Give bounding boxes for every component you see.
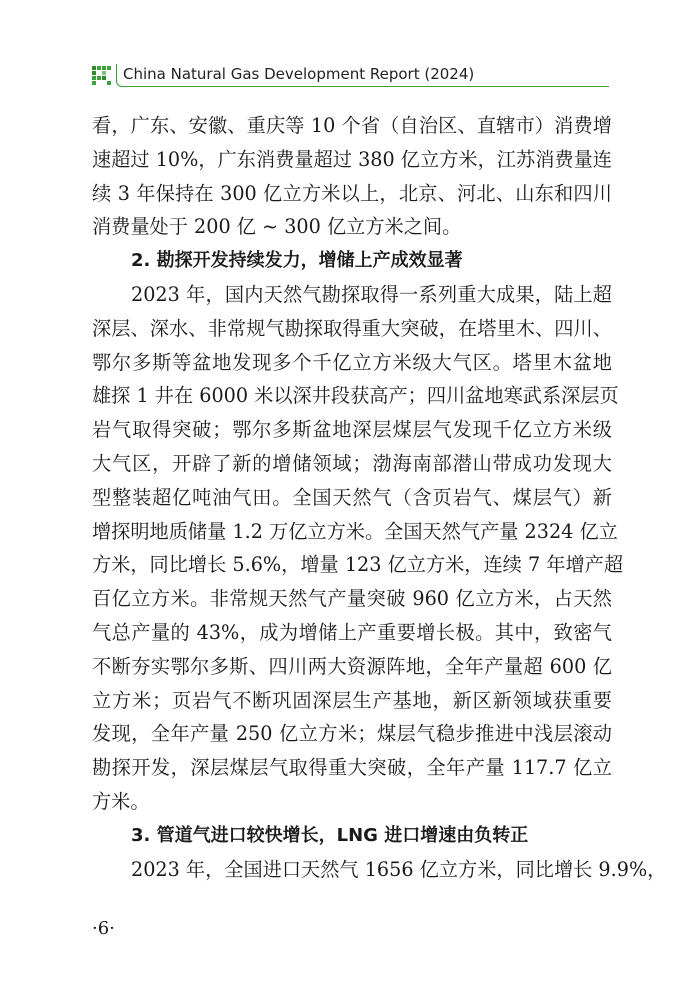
running-header: [92, 64, 608, 88]
text-line: 续 3 年保持在 300 亿立方米以上，北京、河北、山东和四川: [92, 181, 612, 205]
green-block-logo-icon: [92, 66, 112, 86]
body-text: [92, 109, 667, 886]
header-title: China Natural Gas Development Report (2024): [123, 65, 475, 83]
text-line: 型整装超亿吨油气田。全国天然气（含页岩气、煤层气）新: [92, 485, 612, 509]
header-tab: [116, 64, 609, 87]
paragraph-last-line: 消费量处于 200 亿 ~ 300 亿立方米之间。: [92, 215, 462, 239]
section-heading: 2. 勘探开发持续发力，增储上产成效显著: [131, 250, 463, 272]
text-line: 不断夯实鄂尔多斯、四川两大资源阵地，全年产量超 600 亿: [92, 654, 612, 678]
text-line: 看，广东、安徽、重庆等 10 个省（自治区、直辖市）消费增: [92, 114, 612, 137]
text-line: 鄂尔多斯等盆地发现多个千亿立方米级大气区。塔里木盆地: [92, 350, 612, 374]
paragraph-last-line: 方米。: [92, 789, 150, 813]
text-line: 气总产量的 43%，成为增储上产重要增长极。其中，致密气: [92, 620, 612, 644]
text-line: 立方米；页岩气不断巩固深层生产基地，新区新领域获重要: [92, 688, 612, 712]
text-line: 百亿立方米。非常规天然气产量突破 960 亿立方米，占天然: [92, 587, 612, 611]
text-line: 速超过 10%，广东消费量超过 380 亿立方米，江苏消费量连: [92, 147, 612, 171]
text-line: 发现，全年产量 250 亿立方米；煤层气稳步推进中浅层滚动: [92, 722, 612, 746]
text-line: 方米，同比增长 5.6%，增量 123 亿立方米，连续 7 年增产超: [92, 553, 624, 577]
text-line: 大气区，开辟了新的增储领域；渤海南部潜山带成功发现大: [92, 451, 612, 475]
paragraph-first-line: 2023 年，全国进口天然气 1656 亿立方米，同比增长 9.9%，: [131, 857, 667, 881]
text-line: 深层、深水、非常规气勘探取得重大突破，在塔里木、四川、: [92, 316, 612, 340]
text-line: 增探明地质储量 1.2 万亿立方米。全国天然气产量 2324 亿立: [92, 519, 618, 543]
text-line: 雄探 1 井在 6000 米以深井段获高产；四川盆地寒武系深层页: [92, 384, 619, 408]
paragraph-first-line: 2023 年，国内天然气勘探取得一系列重大成果，陆上超: [131, 282, 612, 306]
section-heading: 3. 管道气进口较快增长，LNG 进口增速由负转正: [131, 824, 529, 846]
page-number: ·6·: [92, 918, 115, 939]
text-line: 岩气取得突破；鄂尔多斯盆地深层煤层气发现千亿立方米级: [92, 418, 612, 442]
text-line: 勘探开发，深层煤层气取得重大突破，全年产量 117.7 亿立: [92, 756, 612, 780]
